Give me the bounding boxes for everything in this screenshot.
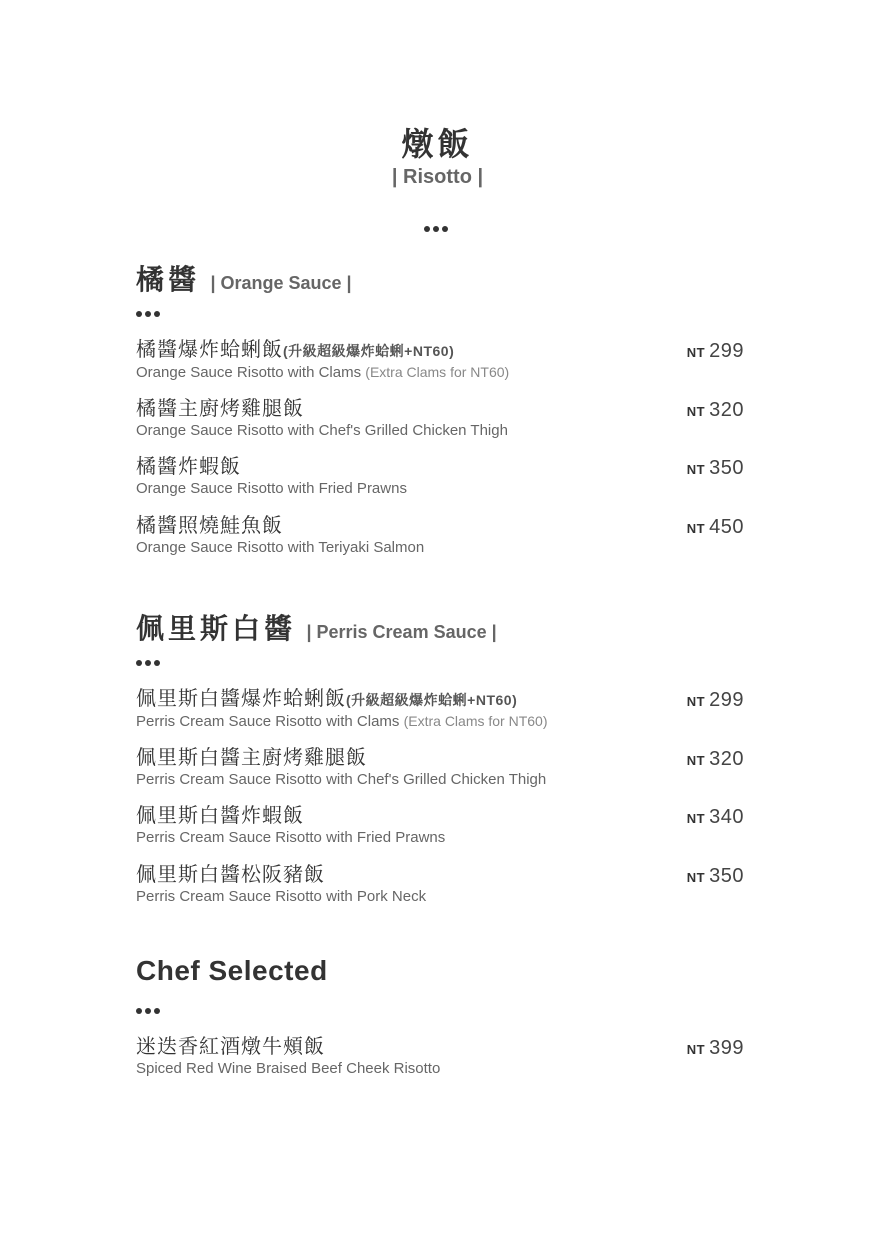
item-price	[687, 340, 744, 363]
item-price	[687, 806, 744, 829]
price-value: 320	[709, 398, 744, 421]
section-dots-divider	[136, 657, 744, 669]
item-name-en: Perris Cream Sauce Risotto with Fried Prawns	[136, 829, 446, 846]
item-name-en: Orange Sauce Risotto with Chef's Grilled Chicken Thigh	[136, 421, 508, 439]
price-value: 299	[709, 689, 744, 711]
menu-item	[136, 1035, 744, 1094]
item-price	[687, 748, 744, 771]
item-name-zh: 佩里斯白醬炸蝦飯	[136, 805, 304, 827]
price-value: 350	[709, 864, 744, 887]
page-title: 燉飯	[401, 126, 474, 162]
item-note-zh: (升級超級爆炸蛤蜊+NT60)	[283, 343, 455, 359]
menu-item	[136, 746, 744, 805]
section-orange-sauce	[136, 258, 744, 572]
price-value: 450	[709, 515, 744, 538]
menu-item	[136, 863, 744, 922]
section-dots-divider	[136, 308, 744, 320]
item-price	[687, 865, 744, 888]
item-price	[687, 457, 744, 480]
header-dots-divider	[0, 218, 875, 238]
item-price	[687, 689, 744, 712]
menu-item	[136, 804, 744, 863]
menu-list	[136, 687, 744, 921]
item-name-en: Perris Cream Sauce Risotto with Pork Neck	[136, 887, 427, 905]
section-title: Chef Selected	[136, 955, 328, 986]
price-currency: NT	[686, 520, 706, 536]
price-value: 350	[709, 457, 744, 479]
item-name-zh: 佩里斯白醬爆炸蛤蜊飯	[136, 688, 346, 710]
item-name-en: Perris Cream Sauce Risotto with Clams	[136, 713, 400, 730]
item-name-en: Spiced Red Wine Braised Beef Cheek Risotto	[136, 1060, 441, 1077]
section-heading	[136, 607, 744, 647]
price-value: 320	[709, 747, 744, 770]
item-price	[687, 1037, 744, 1060]
item-name-en: Orange Sauce Risotto with Clams	[136, 364, 362, 381]
section-title-en: | Orange Sauce |	[210, 273, 352, 293]
item-price	[687, 399, 744, 422]
menu-list	[136, 338, 744, 572]
section-chef-selected	[136, 955, 744, 1094]
item-note-en: (Extra Clams for NT60)	[365, 364, 510, 380]
price-currency: NT	[686, 1042, 706, 1057]
menu-item	[136, 397, 744, 456]
item-note-en: (Extra Clams for NT60)	[403, 713, 548, 729]
section-heading	[136, 258, 744, 298]
price-currency: NT	[686, 403, 706, 419]
item-note-zh: (升級超級爆炸蛤蜊+NT60)	[346, 692, 518, 708]
item-name-en: Orange Sauce Risotto with Fried Prawns	[136, 480, 407, 497]
section-heading	[136, 955, 744, 995]
section-title-zh: 橘醬	[136, 264, 201, 295]
page-subtitle: | Risotto |	[391, 166, 484, 188]
price-value: 399	[709, 1037, 744, 1059]
item-name-zh: 橘醬爆炸蛤蜊飯	[136, 339, 283, 361]
menu-item	[136, 338, 744, 397]
menu-item	[136, 687, 744, 746]
price-currency: NT	[686, 752, 706, 768]
price-currency: NT	[686, 694, 706, 709]
section-title-en: | Perris Cream Sauce |	[306, 622, 497, 642]
item-name-zh: 橘醬炸蝦飯	[136, 456, 241, 478]
item-name-zh: 佩里斯白醬主廚烤雞腿飯	[136, 746, 367, 769]
item-name-zh: 橘醬照燒鮭魚飯	[136, 514, 283, 537]
item-name-zh: 佩里斯白醬松阪豬飯	[136, 863, 325, 886]
price-currency: NT	[686, 869, 706, 885]
price-value: 299	[709, 340, 744, 362]
price-value: 340	[709, 806, 744, 828]
section-perris-cream-sauce	[136, 607, 744, 921]
section-dots-divider	[136, 1005, 744, 1017]
price-currency: NT	[686, 811, 706, 826]
section-title-zh: 佩里斯白醬	[136, 613, 297, 644]
menu-item	[136, 455, 744, 514]
menu-item	[136, 514, 744, 573]
page-header	[0, 124, 875, 190]
item-name-en: Orange Sauce Risotto with Teriyaki Salmon	[136, 538, 425, 556]
item-name-en: Perris Cream Sauce Risotto with Chef's Grilled Chicken Thigh	[136, 770, 547, 788]
price-currency: NT	[686, 462, 706, 477]
item-name-zh: 橘醬主廚烤雞腿飯	[136, 397, 304, 420]
menu-list	[136, 1035, 744, 1094]
item-name-zh: 迷迭香紅酒燉牛頰飯	[136, 1036, 325, 1058]
item-price	[687, 516, 744, 539]
price-currency: NT	[686, 345, 706, 360]
